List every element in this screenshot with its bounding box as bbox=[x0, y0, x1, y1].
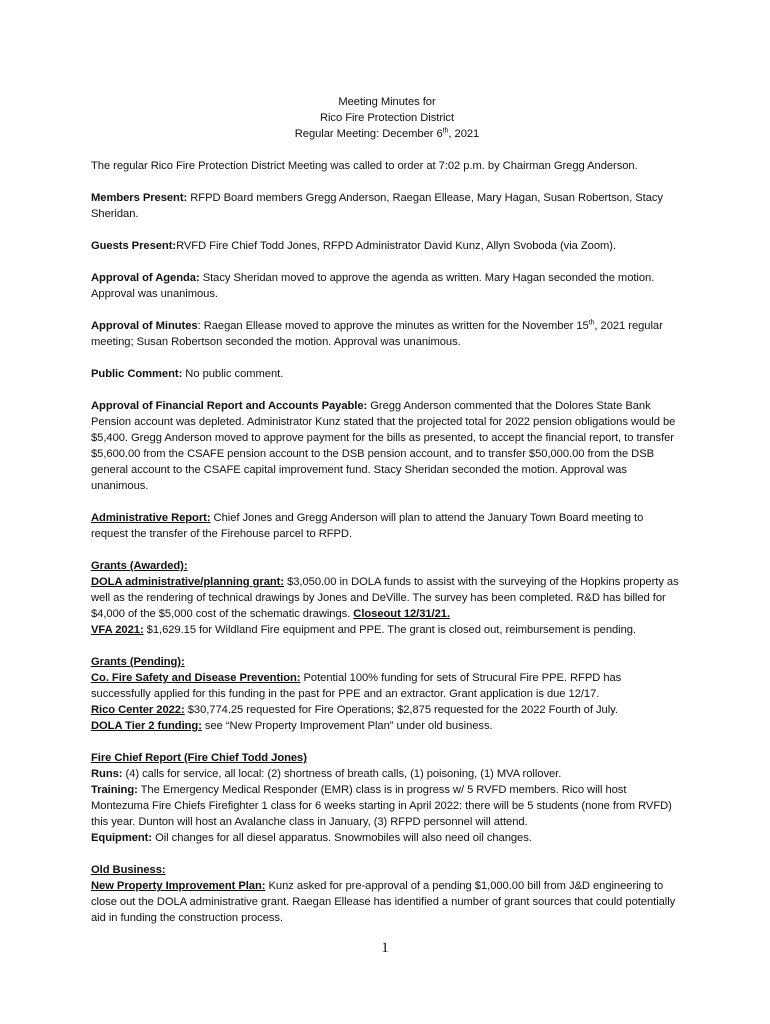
minutes-body bbox=[91, 94, 683, 942]
fire-chief-report-section bbox=[91, 750, 683, 846]
runs-item: Runs: (4) calls for service, all local: (2) shortness of breath calls, (1) poisoning, (1) MVA rollover. bbox=[91, 768, 562, 780]
approval-of-agenda: Approval of Agenda: Stacy Sheridan moved to approve the agenda as written. Mary Hagan seconded the motion. Approval was unanimous. bbox=[91, 272, 655, 300]
old-business-section bbox=[91, 862, 683, 926]
rico-center-item: Rico Center 2022: $30,774.25 requested for Fire Operations; $2,875 requested for the 2022 Fourth of July. bbox=[91, 704, 618, 716]
dola-tier2-item: DOLA Tier 2 funding: see “New Property Improvement Plan” under old business. bbox=[91, 720, 493, 732]
training-item: Training: The Emergency Medical Responder (EMR) class is in progress w/ 5 RVFD members. Rico will host Montezuma Fire Chiefs Firefighter 1 class for 6 weeks starting in April 2022: there will be 5 students (none from RVFD) this year. Dunton will host an Avalanche class in January, (3) RFPD personnel will attend. bbox=[91, 784, 672, 828]
property-improvement-item: New Property Improvement Plan: Kunz asked for pre-approval of a pending $1,000.00 bill from J&D engineering to close out the DOLA administrative grant. Raegan Ellease has identified a number of grant sources that could potentially aid in funding the construction process. bbox=[91, 880, 676, 924]
grants-pending-heading: Grants (Pending): bbox=[91, 656, 185, 668]
header-line-2: Rico Fire Protection District bbox=[319, 112, 455, 124]
administrative-report: Administrative Report: Chief Jones and Gregg Anderson will plan to attend the January Town Board meeting to request the transfer of the Firehouse parcel to RFPD. bbox=[91, 512, 644, 540]
grants-pending-section bbox=[91, 654, 683, 734]
co-fire-safety-item: Co. Fire Safety and Disease Prevention: Potential 100% funding for sets of Strucural Fire PPE. RFPD has successfully applied for this funding in the past for PPE and an extractor. Grant application is due 12/17. bbox=[91, 672, 622, 700]
page-number: 1 bbox=[381, 940, 389, 956]
fire-chief-report-heading: Fire Chief Report (Fire Chief Todd Jones) bbox=[91, 752, 307, 764]
public-comment: Public Comment: No public comment. bbox=[91, 368, 284, 380]
grants-awarded-section bbox=[91, 558, 683, 638]
header-line-3: Regular Meeting: December 6th, 2021 bbox=[294, 127, 480, 140]
members-present: Members Present: RFPD Board members Gregg Anderson, Raegan Ellease, Mary Hagan, Susan Robertson, Stacy Sheridan. bbox=[91, 192, 663, 220]
dola-grant-item: DOLA administrative/planning grant: $3,050.00 in DOLA funds to assist with the surveying of the Hopkins property as well as the rendering of technical drawings by Jones and DeVille. The survey has been completed. R&D has billed for $4,000 of the $5,000 cost of the schematic drawings. Closeout 12/31/21. bbox=[91, 576, 679, 620]
guests-present: Guests Present:RVFD Fire Chief Todd Jones, RFPD Administrator David Kunz, Allyn Svoboda (via Zoom). bbox=[91, 240, 617, 252]
document-header bbox=[91, 94, 683, 142]
financial-report: Approval of Financial Report and Accounts Payable: Gregg Anderson commented that the Dolores State Bank Pension account was depleted. Administrator Kunz stated that the projected total for 2022 pension obligations would be $5,400. Gregg Anderson moved to approve payment for the bills as presented, to accept the financial report, to transfer $5,600.00 from the CSAFE pension account to the DSB pension account, and to transfer $50,000.00 from the DSB general account to the CSAFE capital improvement fund. Stacy Sheridan seconded the motion. Approval was unanimous. bbox=[91, 400, 676, 492]
vfa-grant-item: VFA 2021: $1,629.15 for Wildland Fire equipment and PPE. The grant is closed out, reimbursement is pending. bbox=[91, 624, 637, 636]
equipment-item: Equipment: Oil changes for all diesel apparatus. Snowmobiles will also need oil changes. bbox=[91, 832, 532, 844]
header-line-1: Meeting Minutes for bbox=[338, 96, 436, 108]
intro-paragraph: The regular Rico Fire Protection District Meeting was called to order at 7:02 p.m. by Chairman Gregg Anderson. bbox=[91, 160, 638, 172]
old-business-heading: Old Business: bbox=[91, 864, 166, 876]
grants-awarded-heading: Grants (Awarded): bbox=[91, 560, 188, 572]
approval-of-minutes: Approval of Minutes: Raegan Ellease moved to approve the minutes as written for the November 15th, 2021 regular meeting; Susan Robertson seconded the motion. Approval was unanimous. bbox=[91, 319, 663, 348]
